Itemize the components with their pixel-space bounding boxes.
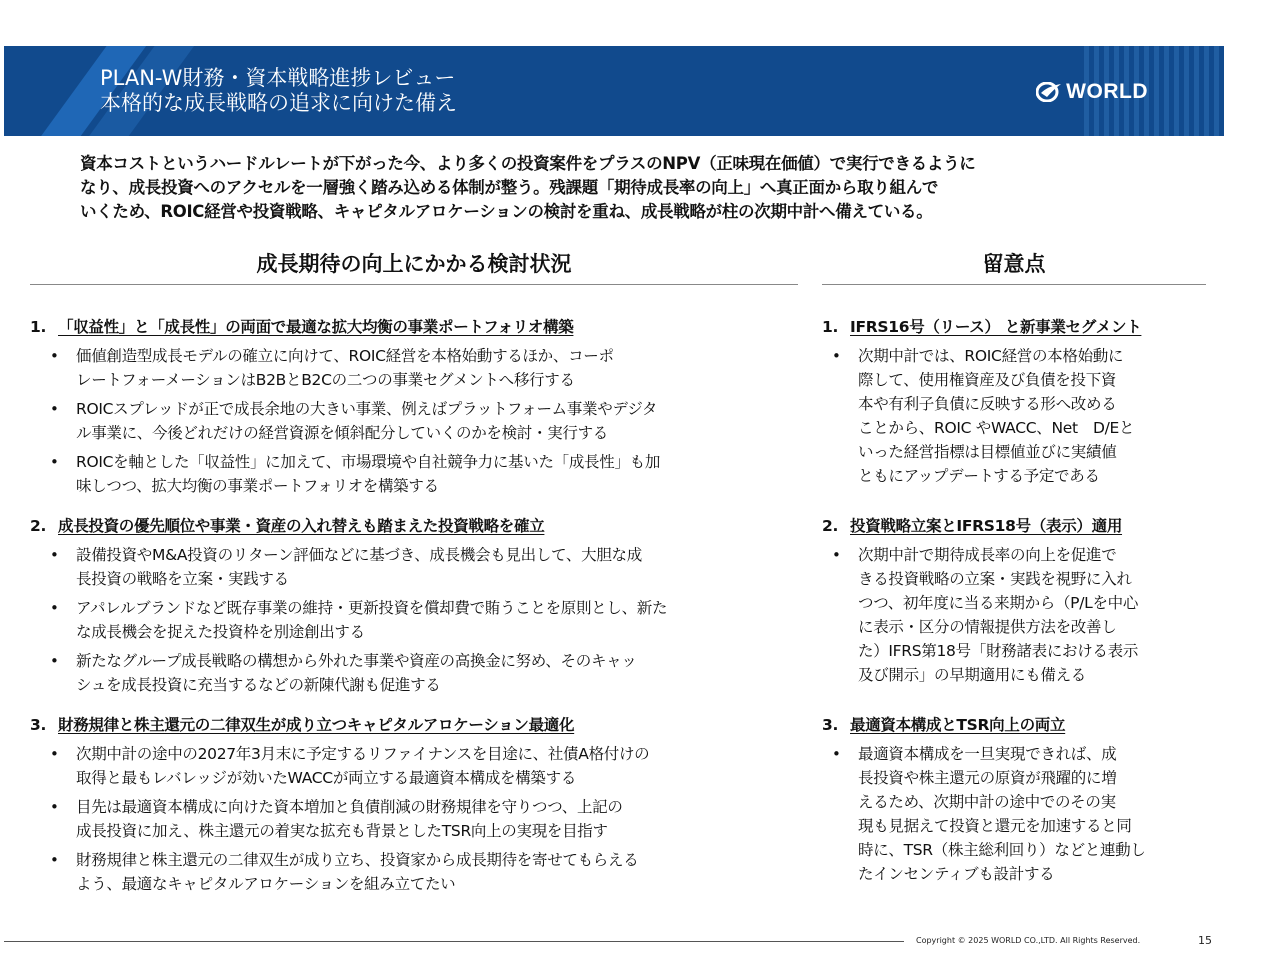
logo-text: WORLD	[1066, 80, 1148, 103]
bullet-line: 最適資本構成を一旦実現できれば、成	[858, 745, 1117, 763]
item-title	[822, 315, 1141, 339]
bullet-line: 次期中計では、ROIC経営の本格始動に	[858, 347, 1124, 365]
bullet-line: 次期中計の途中の2027年3月末に予定するリファイナンスを目途に、社債A格付けの	[76, 745, 650, 763]
right-section-divider	[822, 284, 1206, 285]
bullet-line: 長投資や株主還元の原資が飛躍的に増	[858, 769, 1117, 787]
left-item-1	[30, 315, 660, 498]
title-line-2: 本格的な成長戦略の追求に向けた備え	[100, 91, 457, 115]
bullet-line: 及び開示」の早期適用にも備える	[858, 666, 1087, 684]
bullet-line: 取得と最もレバレッジが効いたWACCが両立する最適資本構成を構築する	[76, 769, 577, 787]
bullet-line: えるため、次期中計の途中でのその実	[858, 793, 1116, 811]
bullet-marker: •	[832, 546, 841, 564]
bullet-marker: •	[50, 453, 59, 471]
bullet-line: た）IFRS第18号「財務諸表における表示	[858, 642, 1139, 660]
right-item-2	[822, 514, 1138, 687]
bullet-line: 目先は最適資本構成に向けた資本増加と負債削減の財務規律を守りつつ、上記の	[76, 798, 623, 816]
right-section-heading: 留意点	[982, 252, 1046, 276]
bullet-line: シュを成長投資に充当するなどの新陳代謝も促進する	[76, 676, 441, 694]
bullet-item	[30, 543, 667, 591]
bullet-line: いった経営指標は目標値並びに実績値	[858, 443, 1117, 461]
bullet-line: ROICを軸とした「収益性」に加えて、市場環境や自社競争力に基いた「成長性」も加	[76, 453, 661, 471]
left-section-divider	[30, 284, 798, 285]
bullet-line: 時に、TSR（株主総利回り）などと連動し	[858, 841, 1146, 859]
bullet-line: 新たなグループ成長戦略の構想から外れた事業や資産の高換金に努め、そのキャッ	[76, 652, 637, 670]
footer-divider	[4, 941, 904, 942]
item-title-text: 最適資本構成とTSR向上の両立	[850, 716, 1066, 734]
bullet-line: ことから、ROIC やWACC、Net D/Eと	[858, 419, 1135, 437]
lead-line: なり、成長投資へのアクセルを一層強く踏み込める体制が整う。残課題「期待成長率の向上」へ真正面から取り組んで	[80, 178, 939, 197]
item-title-text: 財務規律と株主還元の二律双生が成り立つキャピタルアロケーション最適化	[58, 716, 575, 734]
bullet-line: 価値創造型成長モデルの確立に向けて、ROIC経営を本格始動するほか、コーポ	[76, 347, 614, 365]
item-number: 3.	[30, 716, 47, 734]
bullet-line: つつ、初年度に当る来期から（P/Lを中心	[858, 594, 1139, 612]
item-title	[30, 713, 649, 737]
right-item-1	[822, 315, 1141, 488]
item-title-text: 「収益性」と「成長性」の両面で最適な拡大均衡の事業ポートフォリオ構築	[58, 318, 574, 336]
bullet-marker: •	[50, 798, 59, 816]
bullet-line: 成長投資に加え、株主還元の着実な拡充も背景としたTSR向上の実現を目指す	[76, 822, 608, 840]
bullet-marker: •	[832, 347, 841, 365]
bullet-line: アパレルブランドなど既存事業の維持・更新投資を償却費で賄うことを原則とし、新た	[76, 599, 668, 617]
item-title	[822, 713, 1146, 737]
bullet-line: 現も見据えて投資と還元を加速すると同	[858, 817, 1132, 835]
bullet-marker: •	[50, 745, 59, 763]
bullet-line: ル事業に、今後どれだけの経営資源を傾斜配分していくのかを検討・実行する	[76, 424, 609, 442]
item-number: 2.	[30, 517, 47, 535]
header-banner	[4, 46, 1224, 136]
lead-line: 資本コストというハードルレートが下がった今、より多くの投資案件をプラスのNPV（正味現在価値）で実行できるように	[80, 154, 976, 173]
bullet-marker: •	[832, 745, 841, 763]
bullet-marker: •	[50, 599, 59, 617]
bullet-line: 設備投資やM&A投資のリターン評価などに基づき、成長機会も見出して、大胆な成	[76, 546, 642, 564]
bullet-line: 財務規律と株主還元の二律双生が成り立ち、投資家から成長期待を寄せてもらえる	[76, 851, 639, 869]
bullet-line: よう、最適なキャピタルアロケーションを組み立てたい	[76, 875, 456, 893]
bullet-item	[822, 543, 1138, 687]
bullet-line: に表示・区分の情報提供方法を改善し	[858, 618, 1117, 636]
bullet-item	[30, 596, 667, 644]
bullet-line: 味しつつ、拡大均衡の事業ポートフォリオを構築する	[76, 477, 439, 495]
company-logo	[1036, 80, 1148, 104]
bullet-line: たインセンティブも設計する	[858, 865, 1055, 883]
item-title-text: 投資戦略立案とIFRS18号（表示）適用	[850, 517, 1123, 535]
bullet-line: 本や有利子負債に反映する形へ改める	[858, 395, 1117, 413]
bullet-item	[30, 450, 660, 498]
bullet-item	[30, 397, 660, 445]
bullet-marker: •	[50, 400, 59, 418]
page-number: 15	[1198, 934, 1212, 947]
copyright-notice: Copyright © 2025 WORLD CO.,LTD. All Rights Reserved.	[916, 936, 1141, 945]
left-section-heading: 成長期待の向上にかかる検討状況	[256, 252, 572, 276]
bullet-line: きる投資戦略の立案・実践を視野に入れ	[858, 570, 1132, 588]
bullet-item	[30, 848, 649, 896]
bullet-line: 次期中計で期待成長率の向上を促進で	[858, 546, 1117, 564]
bullet-marker: •	[50, 851, 59, 869]
item-title-text: IFRS16号（リース） と新事業セグメント	[850, 318, 1142, 336]
item-title	[30, 514, 667, 538]
item-number: 3.	[822, 716, 839, 734]
item-number: 1.	[822, 318, 839, 336]
bullet-line: ともにアップデートする予定である	[858, 467, 1100, 485]
title-line-1: PLAN-W財務・資本戦略進捗レビュー	[100, 66, 456, 90]
right-item-3	[822, 713, 1146, 886]
lead-summary	[80, 152, 1200, 224]
bullet-item	[822, 742, 1146, 886]
item-number: 2.	[822, 517, 839, 535]
bullet-marker: •	[50, 652, 59, 670]
item-number: 1.	[30, 318, 47, 336]
item-title	[30, 315, 660, 339]
lead-line: いくため、ROIC経営や投資戦略、キャピタルアロケーションの検討を重ね、成長戦略が柱の次期中計へ備えている。	[80, 202, 933, 221]
bullet-line: 長投資の戦略を立案・実践する	[76, 570, 289, 588]
page-title	[100, 66, 457, 116]
bullet-marker: •	[50, 347, 59, 365]
left-item-3	[30, 713, 649, 896]
item-title	[822, 514, 1138, 538]
bullet-line: な成長機会を捉えた投資枠を別途創出する	[76, 623, 365, 641]
bullet-item	[30, 795, 649, 843]
left-item-2	[30, 514, 667, 697]
bullet-item	[30, 649, 667, 697]
bullet-marker: •	[50, 546, 59, 564]
world-logo-icon	[1036, 82, 1062, 102]
bullet-item	[30, 344, 660, 392]
item-title-text: 成長投資の優先順位や事業・資産の入れ替えも踏まえた投資戦略を確立	[58, 517, 545, 535]
bullet-line: 際して、使用権資産及び負債を投下資	[858, 371, 1117, 389]
bullet-item	[30, 742, 649, 790]
bullet-line: レートフォーメーションはB2BとB2Cの二つの事業セグメントへ移行する	[76, 371, 575, 389]
bullet-item	[822, 344, 1141, 488]
bullet-line: ROICスプレッドが正で成長余地の大きい事業、例えばプラットフォーム事業やデジタ	[76, 400, 658, 418]
